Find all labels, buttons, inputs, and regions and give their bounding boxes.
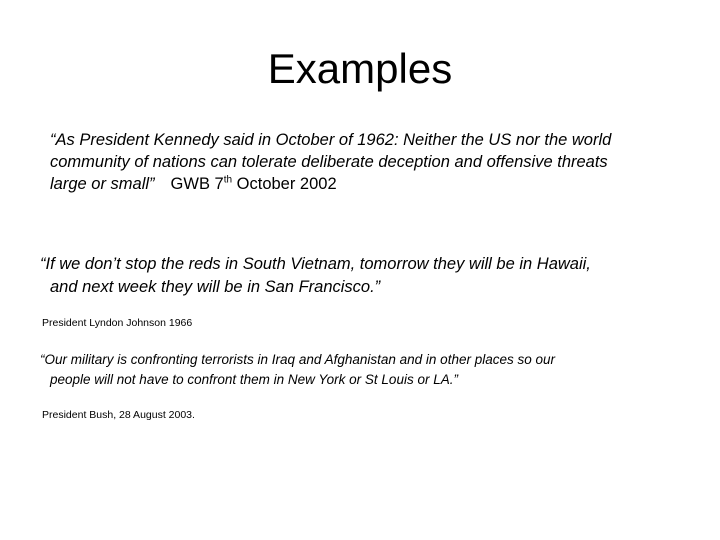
johnson-quote-line-1: “If we don’t stop the reds in South Vietnam, tomorrow they will be in Hawaii, (40, 255, 591, 273)
johnson-source: President Lyndon Johnson 1966 (42, 317, 193, 329)
bush-quote-line-1: “Our military is confronting terrorists in Iraq and Afghanistan and in other places so our (40, 352, 555, 367)
johnson-quote-line-2: and next week they will be in San Francisco.” (50, 278, 381, 296)
gwb-attribution (171, 175, 337, 193)
slide-title: Examples (267, 45, 453, 92)
gwb-attribution-sup: th (223, 174, 233, 186)
kennedy-quote-line-3-text: large or small” (50, 175, 155, 193)
bush-quote (40, 350, 555, 390)
kennedy-quote (50, 129, 611, 195)
kennedy-quote-line-1: “As President Kennedy said in October of 1962: Neither the US nor the world (50, 131, 612, 149)
gwb-attribution-suffix: October 2002 (232, 175, 337, 193)
kennedy-quote-line-3 (50, 173, 611, 195)
johnson-quote (40, 253, 591, 299)
bush-source: President Bush, 28 August 2003. (42, 409, 195, 421)
gwb-attribution-prefix: GWB 7 (170, 175, 224, 193)
bush-quote-line-2: people will not have to confront them in New York or St Louis or LA.” (50, 372, 458, 387)
kennedy-quote-line-2: community of nations can tolerate deliberate deception and offensive threats (50, 153, 608, 171)
